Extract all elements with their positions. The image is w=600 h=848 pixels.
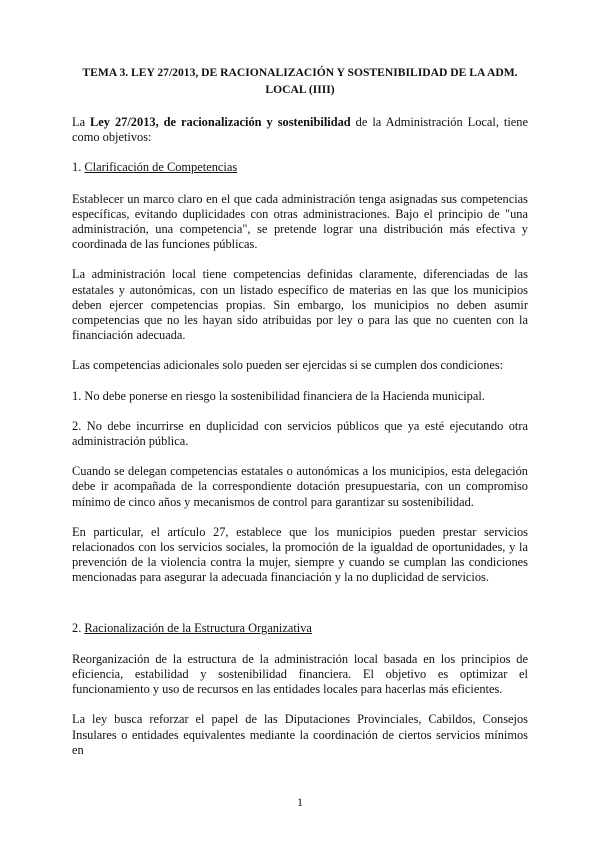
document-page	[72, 64, 528, 773]
section-2-heading	[72, 621, 528, 636]
section-1-paragraph: Las competencias adicionales solo pueden ser ejercidas si se cumplen dos condiciones:	[72, 358, 504, 373]
condition-item: 2. No debe incurrirse en duplicidad con servicios públicos que ya esté ejecutando otra administración pública.	[72, 418, 528, 449]
section-1-title: Clarificación de Competencias	[84, 160, 238, 175]
condition-item: 1. No debe ponerse en riesgo la sostenibilidad financiera de la Hacienda municipal.	[72, 388, 485, 403]
section-1-paragraph: La administración local tiene competencias definidas claramente, diferenciadas de las estatales y autonómicas, con un listado específico de materias en las que los municipios deben ejercer competencias propias. Sin embargo, los municipios no deben asumir competencias que no les hayan sido atribuidas por ley o para las que no cuenten con la financiación adecuada.	[72, 267, 528, 343]
section-1-heading	[72, 160, 528, 175]
intro-suffix: de la Administración Local, tiene como objetivos:	[72, 115, 528, 145]
section-1-paragraph: Establecer un marco claro en el que cada administración tenga asignadas sus competencias específicas, evitando duplicidades con otras administraciones. Bajo el principio de "una administración, una competencia", se pretende lograr una distribución más efectiva y coordinada de las funciones públicas.	[72, 191, 528, 252]
section-1-paragraph: Cuando se delegan competencias estatales o autonómicas a los municipios, esta delegación debe ir acompañada de la correspondiente dotación presupuestaria, con un compromiso mínimo de cinco años y mecanismos de control para garantizar su sostenibilidad.	[72, 464, 528, 509]
intro-law-name: Ley 27/2013, de racionalización y sostenibilidad	[90, 115, 351, 129]
intro-paragraph	[72, 115, 528, 145]
page-number: 1	[297, 795, 303, 809]
section-2-paragraph: Reorganización de la estructura de la administración local basada en los principios de eficiencia, estabilidad y sostenibilidad financiera. El objetivo es optimizar el funcionamiento y uso de recursos en las entidades locales para hacerlas más eficientes.	[72, 651, 528, 697]
intro-prefix: La	[72, 115, 91, 129]
section-2-number: 2.	[72, 620, 85, 635]
section-2-paragraph: La ley busca reforzar el papel de las Diputaciones Provinciales, Cabildos, Consejos Insulares o entidades equivalentes mediante la coordinación de ciertos servicios mínimos en	[72, 712, 528, 757]
section-1-number: 1.	[72, 160, 85, 175]
section-spacer	[72, 601, 528, 621]
section-1-paragraph: En particular, el artículo 27, establece que los municipios pueden prestar servicios relacionados con los servicios sociales, la promoción de la igualdad de oportunidades, y la prevención de la violencia contra la mujer, siempre y cuando se cumplan las condiciones mencionadas para asegurar la adecuada financiación y la no duplicidad de servicios.	[72, 524, 528, 585]
document-title: TEMA 3. LEY 27/2013, DE RACIONALIZACIÓN Y SOSTENIBILIDAD DE LA ADM. LOCAL (IIII)	[82, 66, 518, 96]
section-2-title: Racionalización de la Estructura Organizativa	[84, 620, 312, 635]
